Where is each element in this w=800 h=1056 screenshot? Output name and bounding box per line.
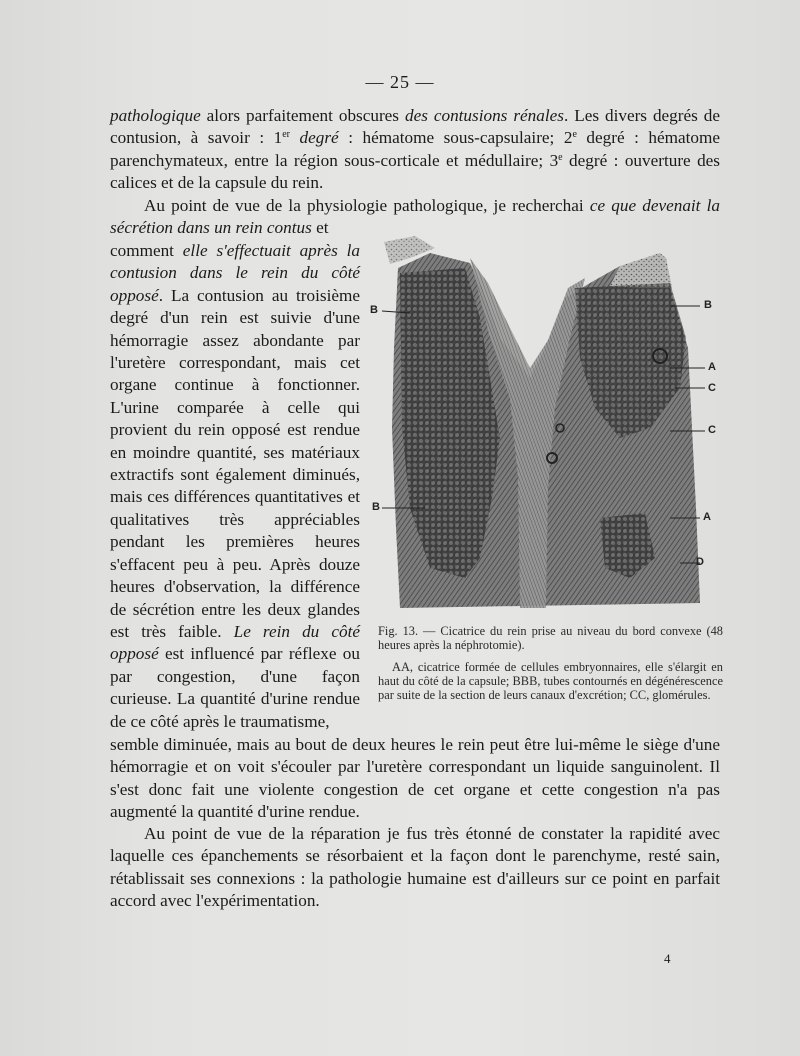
narrow-column (110, 240, 360, 733)
page-number: — 25 — (365, 72, 435, 92)
text-run: degré : hématome parenchymateux, entre la région sous-corticale et médullaire; 3 (110, 128, 721, 170)
text-italic: Le rein du côté opposé (110, 621, 360, 664)
last-paragraph (110, 823, 720, 913)
histology-illustration (370, 228, 715, 613)
figure-label-d: D (696, 556, 704, 568)
text-run: . La contusion au troisième degré d'un rein est suivie d'une hémorragie assez abondante par l'uretère correspondant, mais cet organe continue à fonctionner. L'urine comparée à celle qui provient du rein opposé est rendue en moindre quantité, ses matériaux extractifs sont également diminués, mais ces différences quantitatives et qualitatives très appréciables pendant les premières heures s'effacent peu à peu. Après douze heures d'observation, la différence de sécrétion entre les deux glandes est très faible. (110, 285, 360, 641)
kidney-scar-figure (370, 228, 715, 613)
text-italic: des contusions rénales (404, 106, 564, 125)
top-paragraph (110, 105, 720, 195)
text-run: est influencé par réflexe ou par congestion, d'une façon curieuse. La quantité d'urine rendue de ce côté après le traumatisme, (110, 644, 360, 731)
figure-label-c: C (708, 382, 716, 394)
superscript: e (558, 151, 563, 163)
superscript: e (572, 129, 577, 141)
text-run: . Les divers degrés de contusion, à savoir : 1 (110, 106, 720, 148)
text-italic: degré (290, 128, 339, 148)
caption-title: Fig. 13. — Cicatrice du rein prise au niveau du bord convexe (48 heures après la néphrotomie). (378, 624, 723, 652)
figure-label-c: C (708, 424, 716, 436)
last-paragraph-text: Au point de vue de la réparation je fus très étonné de constater la rapidité avec laquelle ces épanchements se résorbaient et la façon dont le parenchyme, resté sain, rétablissait ses connexions : la pathologie humaine est d'ailleurs sur ce point en parfait accord avec l'expérimentation. (110, 824, 720, 911)
text-run: Au point de vue de la physiologie pathologique, je recherchai (144, 196, 590, 215)
caption-body: AA, cicatrice formée de cellules embryonnaires, elle s'élargit en haut du côté de la capsule; BBB, tubes contournés en dégénérescence par suite de la section de leurs canaux d'excrétion; CC, glomérules. (378, 660, 723, 702)
text-run: comment (110, 241, 183, 260)
text-run: degré : ouverture des calices et de la capsule du rein. (110, 150, 720, 193)
text-italic: pathologique (110, 106, 201, 125)
text-italic: ce que devenait la sécrétion dans un rein contus (110, 196, 720, 238)
signature-mark: 4 (664, 951, 671, 966)
figure-label-a: A (708, 361, 716, 373)
text-run: alors parfaitement obscures (200, 106, 405, 125)
figure-caption (378, 624, 723, 702)
figure-label-b: B (370, 304, 378, 316)
figure-label-b: B (372, 501, 380, 513)
superscript: er (282, 129, 291, 141)
text-italic: elle s'effectuait après la contusion dans le rein du côté opposé (110, 241, 360, 305)
continuation-text: semble diminuée, mais au bout de deux heures le rein peut être lui-même le siège d'une hémorragie et on voit s'écouler par l'uretère correspondant un liquide sanguinolent. Il s'est donc fait une violente congestion de cet organe et cette congestion n'a pas augmenté la quantité d'urine rendue. (110, 735, 720, 822)
figure-label-b: B (704, 299, 712, 311)
figure-label-a: A (703, 511, 711, 523)
text-run: : hématome sous-capsulaire; 2 (338, 128, 573, 148)
text-run: et (311, 218, 329, 238)
continuation-paragraph (110, 734, 720, 824)
